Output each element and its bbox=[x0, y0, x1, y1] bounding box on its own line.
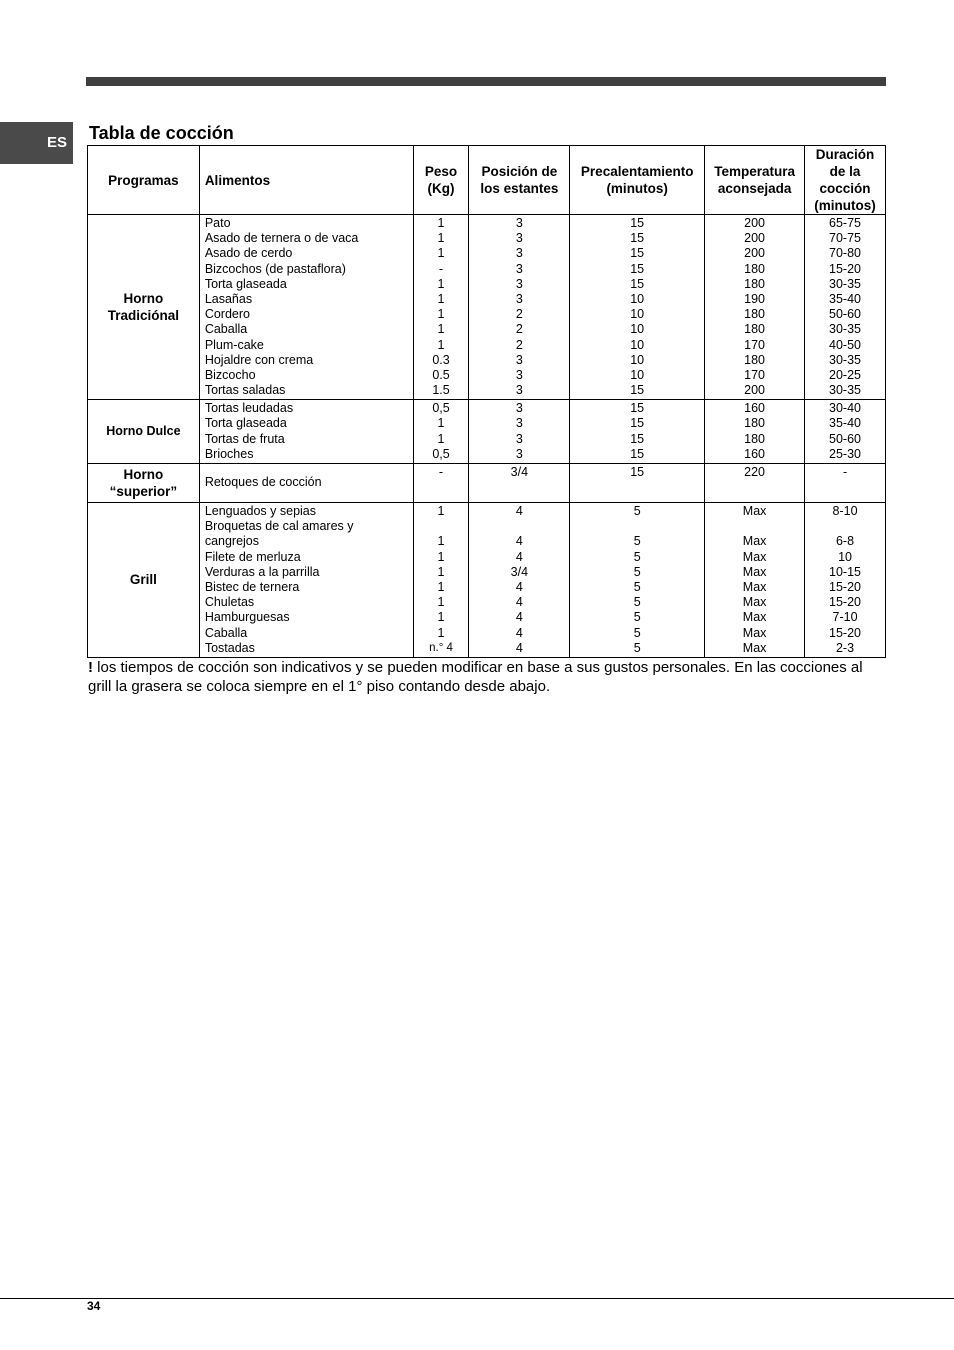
food-item: Asado de cerdo bbox=[204, 246, 293, 261]
weight-value: 0.5 bbox=[432, 367, 450, 382]
preheat-value: 10 bbox=[630, 337, 645, 352]
preheat-cell bbox=[570, 464, 705, 503]
food-item: Filete de merluza bbox=[204, 549, 301, 564]
food-item: Torta glaseada bbox=[204, 276, 287, 291]
time-value: 15-20 bbox=[829, 625, 862, 640]
shelf-value: 3 bbox=[515, 291, 523, 306]
time-value: 30-35 bbox=[829, 383, 862, 398]
temp-value: 180 bbox=[744, 416, 766, 431]
temp-cell bbox=[705, 503, 805, 658]
shelf-value: 4 bbox=[515, 610, 523, 625]
time-value: 35-40 bbox=[829, 291, 862, 306]
note-text: los tiempos de cocción son indicativos y se pueden modificar en base a sus gustos personales. En las cocciones al grill la grasera se coloca siempre en el 1° piso contando desde abajo. bbox=[88, 659, 863, 695]
temp-value: Max bbox=[742, 534, 767, 549]
weight-value: 1 bbox=[437, 549, 445, 564]
weight-value: 1 bbox=[437, 276, 445, 291]
time-value: 8-10 bbox=[832, 504, 858, 518]
temp-value: 180 bbox=[744, 352, 766, 367]
shelf-value: 3 bbox=[515, 401, 523, 416]
header-duracion-line: cocción bbox=[819, 181, 871, 196]
temp-value: Max bbox=[742, 504, 767, 518]
program-cell bbox=[88, 464, 200, 503]
header-peso-line: (Kg) bbox=[427, 181, 455, 196]
food-item: Hojaldre con crema bbox=[204, 352, 314, 367]
time-value: 50-60 bbox=[829, 307, 862, 322]
shelf-value: 4 bbox=[515, 579, 523, 594]
temp-value: 180 bbox=[744, 322, 766, 337]
program-cell bbox=[88, 400, 200, 464]
foods-cell bbox=[199, 215, 413, 400]
weight-value: 0,5 bbox=[432, 446, 450, 461]
time-value: 30-35 bbox=[829, 276, 862, 291]
preheat-cell bbox=[570, 400, 705, 464]
program-label: Horno bbox=[123, 467, 164, 482]
preheat-value: 15 bbox=[630, 216, 645, 230]
temp-value: Max bbox=[742, 564, 767, 579]
weight-value: 0,5 bbox=[432, 401, 450, 416]
header-peso bbox=[413, 146, 469, 215]
program-cell bbox=[88, 215, 200, 400]
header-temperatura bbox=[705, 146, 805, 215]
temp-value: 160 bbox=[744, 401, 766, 416]
food-item: Torta glaseada bbox=[204, 416, 287, 431]
preheat-value: 5 bbox=[633, 564, 641, 579]
shelf-value: 4 bbox=[515, 549, 523, 564]
preheat-value: 5 bbox=[633, 504, 641, 518]
shelf-value: 3 bbox=[515, 246, 523, 261]
food-item: Chuletas bbox=[204, 595, 255, 610]
shelf-value: 3 bbox=[515, 231, 523, 246]
preheat-value: 10 bbox=[630, 352, 645, 367]
header-duracion-line: (minutos) bbox=[814, 198, 876, 213]
temp-cell bbox=[705, 400, 805, 464]
program-label: Tradiciónal bbox=[107, 308, 180, 324]
page-title: Tabla de cocción bbox=[89, 123, 234, 143]
weight-value: 1 bbox=[437, 595, 445, 610]
temp-cell bbox=[705, 215, 805, 400]
temp-value: Max bbox=[742, 610, 767, 625]
temp-value: 200 bbox=[744, 231, 766, 246]
header-rule bbox=[86, 77, 886, 86]
preheat-value: 5 bbox=[633, 610, 641, 625]
shelf-value: 3 bbox=[515, 352, 523, 367]
preheat-value: 5 bbox=[633, 625, 641, 640]
temp-value: 180 bbox=[744, 261, 766, 276]
header-duracion bbox=[805, 146, 886, 215]
preheat-value: 15 bbox=[630, 383, 645, 398]
foods-cell bbox=[199, 400, 413, 464]
shelf-value: 3 bbox=[515, 367, 523, 382]
temp-value: Max bbox=[742, 625, 767, 640]
time-cell bbox=[805, 400, 886, 464]
weight-value: 1 bbox=[437, 579, 445, 594]
food-item: Asado de ternera o de vaca bbox=[204, 231, 359, 246]
time-value: - bbox=[842, 465, 848, 479]
food-item: Tortas de fruta bbox=[204, 431, 285, 446]
weight-value bbox=[414, 519, 469, 534]
header-duracion-line: Duración bbox=[815, 147, 875, 162]
preheat-value: 5 bbox=[633, 595, 641, 610]
header-temperatura-line: Temperatura bbox=[714, 164, 795, 179]
weight-value: 1 bbox=[437, 246, 445, 261]
program-label: Grill bbox=[129, 572, 157, 588]
shelf-value: 4 bbox=[515, 625, 523, 640]
food-item: Verduras a la parrilla bbox=[204, 564, 320, 579]
header-programas: Programas bbox=[88, 146, 200, 215]
food-item: Cordero bbox=[204, 307, 250, 322]
food-item: cangrejos bbox=[204, 534, 260, 549]
header-precalentamiento-line: (minutos) bbox=[606, 181, 668, 196]
shelf-value: 3/4 bbox=[510, 564, 529, 579]
foods-cell bbox=[199, 503, 413, 658]
program-label: Horno bbox=[123, 291, 164, 307]
footer-rule bbox=[0, 1298, 954, 1299]
preheat-value: 15 bbox=[630, 246, 645, 261]
temp-value: Max bbox=[742, 640, 767, 655]
preheat-value bbox=[570, 519, 704, 534]
food-item: Broquetas de cal amares y bbox=[204, 519, 354, 534]
table-row bbox=[88, 215, 886, 400]
time-value: 20-25 bbox=[829, 367, 862, 382]
header-posicion-line: Posición de bbox=[481, 164, 558, 179]
shelf-value: 3 bbox=[515, 216, 523, 230]
weight-value: 1 bbox=[437, 231, 445, 246]
preheat-value: 15 bbox=[630, 231, 645, 246]
food-item: Hamburguesas bbox=[204, 610, 290, 625]
time-value: 10-15 bbox=[829, 564, 862, 579]
time-value: 15-20 bbox=[829, 595, 862, 610]
time-value: 70-80 bbox=[829, 246, 862, 261]
header-duracion-line: de la bbox=[829, 164, 861, 179]
time-value: 30-35 bbox=[829, 352, 862, 367]
table-row bbox=[88, 400, 886, 464]
temp-value: 180 bbox=[744, 307, 766, 322]
food-item: Pato bbox=[204, 216, 231, 230]
weight-value: 1 bbox=[437, 307, 445, 322]
preheat-value: 15 bbox=[630, 416, 645, 431]
weight-value: 1 bbox=[437, 337, 445, 352]
temp-value: 180 bbox=[744, 431, 766, 446]
preheat-value: 10 bbox=[630, 367, 645, 382]
shelf-value: 4 bbox=[515, 640, 523, 655]
header-posicion bbox=[469, 146, 570, 215]
foods-cell bbox=[199, 464, 413, 503]
shelf-value: 3 bbox=[515, 431, 523, 446]
weight-value: 1 bbox=[437, 291, 445, 306]
table-header-row bbox=[88, 146, 886, 215]
weight-value: - bbox=[438, 261, 444, 276]
food-item: Bizcochos (de pastaflora) bbox=[204, 261, 346, 276]
warning-mark: ! bbox=[88, 659, 93, 676]
shelf-value: 3/4 bbox=[510, 465, 529, 479]
shelf-cell bbox=[469, 464, 570, 503]
shelf-value: 3 bbox=[515, 276, 523, 291]
time-value: 30-35 bbox=[829, 322, 862, 337]
temp-value: 190 bbox=[744, 291, 766, 306]
program-label: “superior” bbox=[109, 484, 178, 499]
temp-cell bbox=[705, 464, 805, 503]
time-value: 6-8 bbox=[835, 534, 855, 549]
time-value bbox=[805, 519, 885, 534]
food-item: Retoques de cocción bbox=[204, 475, 322, 490]
preheat-cell bbox=[570, 503, 705, 658]
shelf-value bbox=[469, 519, 569, 534]
shelf-value: 2 bbox=[515, 307, 523, 322]
header-precalentamiento-line: Precalentamiento bbox=[580, 164, 694, 179]
preheat-value: 15 bbox=[630, 431, 645, 446]
shelf-value: 4 bbox=[515, 504, 523, 518]
time-value: 2-3 bbox=[835, 640, 855, 655]
cooking-table bbox=[87, 145, 886, 658]
weight-value: 1 bbox=[437, 504, 445, 518]
shelf-cell bbox=[469, 400, 570, 464]
preheat-value: 5 bbox=[633, 640, 641, 655]
preheat-value: 15 bbox=[630, 276, 645, 291]
shelf-value: 4 bbox=[515, 534, 523, 549]
weight-cell bbox=[413, 215, 469, 400]
shelf-value: 3 bbox=[515, 416, 523, 431]
preheat-value: 15 bbox=[630, 465, 645, 479]
temp-value: 200 bbox=[744, 246, 766, 261]
food-item: Tostadas bbox=[204, 640, 255, 655]
weight-value: 1 bbox=[437, 564, 445, 579]
table-body bbox=[88, 215, 886, 658]
weight-value: n.° 4 bbox=[429, 641, 453, 654]
language-tab: ES bbox=[0, 122, 73, 164]
shelf-value: 3 bbox=[515, 383, 523, 398]
weight-cell bbox=[413, 464, 469, 503]
temp-value: Max bbox=[742, 595, 767, 610]
time-value: 10 bbox=[838, 549, 852, 564]
shelf-value: 3 bbox=[515, 261, 523, 276]
temp-value: 200 bbox=[744, 383, 766, 398]
weight-cell bbox=[413, 400, 469, 464]
time-value: 25-30 bbox=[829, 446, 862, 461]
shelf-value: 3 bbox=[515, 446, 523, 461]
food-item: Bizcocho bbox=[204, 367, 256, 382]
temp-value: 220 bbox=[744, 465, 766, 479]
time-value: 30-40 bbox=[829, 401, 862, 416]
temp-value: 170 bbox=[744, 337, 766, 352]
header-alimentos: Alimentos bbox=[199, 146, 413, 215]
shelf-value: 2 bbox=[515, 322, 523, 337]
food-item: Tortas saladas bbox=[204, 383, 286, 398]
weight-value: 1 bbox=[437, 610, 445, 625]
time-value: 65-75 bbox=[829, 216, 862, 230]
table-row bbox=[88, 464, 886, 503]
weight-value: 1.5 bbox=[432, 383, 450, 398]
header-temperatura-line: aconsejada bbox=[717, 181, 792, 196]
weight-value: 1 bbox=[437, 534, 445, 549]
food-item: Plum-cake bbox=[204, 337, 264, 352]
time-value: 7-10 bbox=[832, 610, 858, 625]
time-value: 15-20 bbox=[829, 261, 862, 276]
temp-value: 200 bbox=[744, 216, 766, 230]
time-value: 50-60 bbox=[829, 431, 862, 446]
weight-value: 1 bbox=[437, 625, 445, 640]
temp-value: Max bbox=[742, 579, 767, 594]
header-peso-line: Peso bbox=[424, 164, 458, 179]
food-item: Lenguados y sepias bbox=[204, 504, 317, 518]
food-item: Bistec de ternera bbox=[204, 579, 300, 594]
food-item: Lasañas bbox=[204, 291, 253, 306]
preheat-value: 10 bbox=[630, 322, 645, 337]
food-item: Brioches bbox=[204, 446, 254, 461]
weight-value: - bbox=[438, 465, 444, 479]
weight-value: 1 bbox=[437, 416, 445, 431]
temp-value: 170 bbox=[744, 367, 766, 382]
cooking-note bbox=[88, 658, 878, 696]
weight-value: 0.3 bbox=[432, 352, 450, 367]
time-cell bbox=[805, 464, 886, 503]
preheat-value: 10 bbox=[630, 307, 645, 322]
time-value: 35-40 bbox=[829, 416, 862, 431]
shelf-cell bbox=[469, 215, 570, 400]
shelf-cell bbox=[469, 503, 570, 658]
header-posicion-line: los estantes bbox=[480, 181, 559, 196]
table-row bbox=[88, 503, 886, 658]
preheat-value: 15 bbox=[630, 261, 645, 276]
weight-value: 1 bbox=[437, 431, 445, 446]
preheat-cell bbox=[570, 215, 705, 400]
weight-value: 1 bbox=[437, 216, 445, 230]
program-label: Horno Dulce bbox=[106, 424, 181, 439]
time-cell bbox=[805, 503, 886, 658]
preheat-value: 5 bbox=[633, 549, 641, 564]
food-item: Caballa bbox=[204, 322, 248, 337]
preheat-value: 10 bbox=[630, 291, 645, 306]
preheat-value: 15 bbox=[630, 401, 645, 416]
preheat-value: 15 bbox=[630, 446, 645, 461]
temp-value bbox=[705, 519, 804, 534]
weight-cell bbox=[413, 503, 469, 658]
temp-value: Max bbox=[742, 549, 767, 564]
shelf-value: 2 bbox=[515, 337, 523, 352]
preheat-value: 5 bbox=[633, 534, 641, 549]
time-value: 70-75 bbox=[829, 231, 862, 246]
page-number: 34 bbox=[87, 1299, 101, 1313]
food-item: Caballa bbox=[204, 625, 248, 640]
weight-value: 1 bbox=[437, 322, 445, 337]
time-value: 40-50 bbox=[829, 337, 862, 352]
temp-value: 180 bbox=[744, 276, 766, 291]
time-cell bbox=[805, 215, 886, 400]
program-cell bbox=[88, 503, 200, 658]
shelf-value: 4 bbox=[515, 595, 523, 610]
preheat-value: 5 bbox=[633, 579, 641, 594]
food-item: Tortas leudadas bbox=[204, 401, 294, 416]
header-precalentamiento bbox=[570, 146, 705, 215]
temp-value: 160 bbox=[744, 446, 766, 461]
time-value: 15-20 bbox=[829, 579, 862, 594]
